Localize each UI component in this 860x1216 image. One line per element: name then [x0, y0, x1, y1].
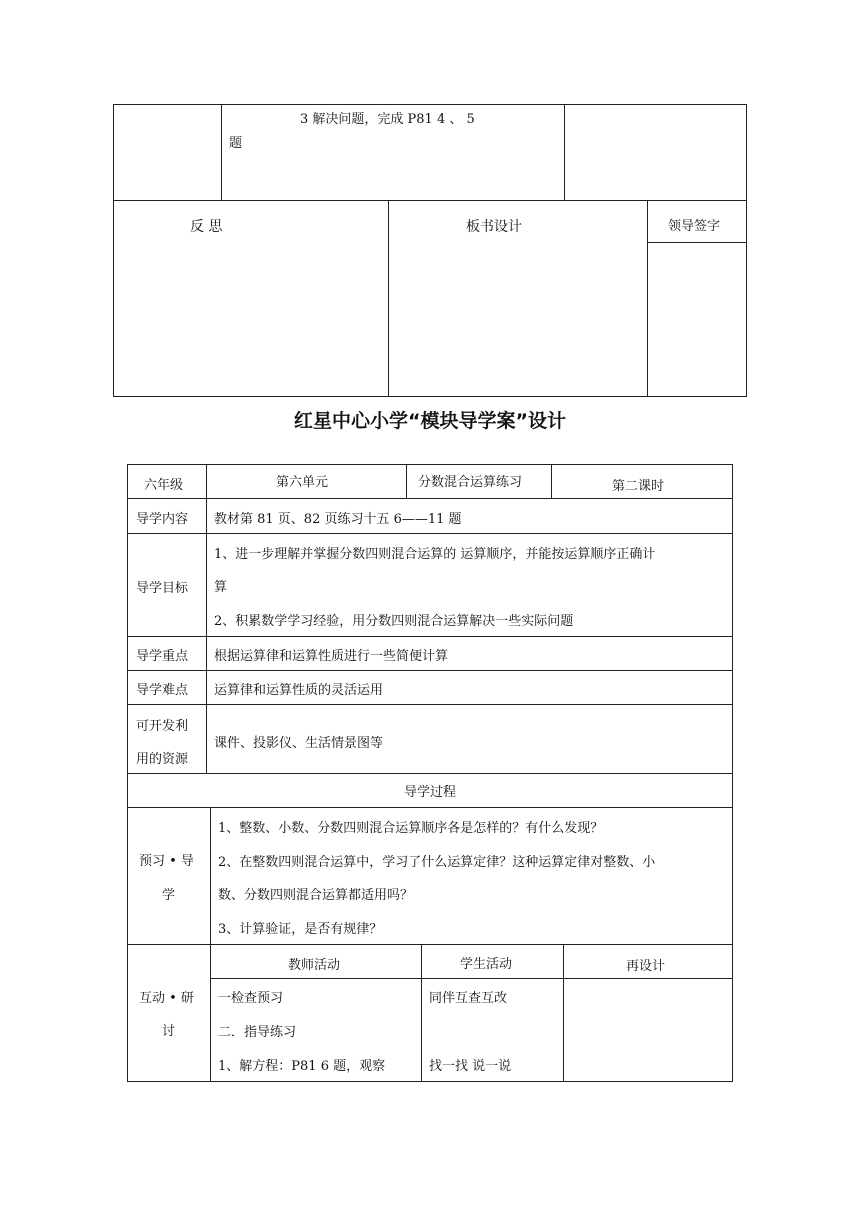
hline-after-resources: [127, 773, 733, 774]
vline-interact-1: [421, 944, 422, 1082]
vline-label-col: [206, 498, 207, 773]
preview-question-2: 2、在整数四则混合运算中，学习了什么运算定律？这种运算定律对整数、小: [218, 855, 656, 870]
top-table-divider: [113, 200, 747, 201]
teacher-step-1: 一检查预习: [218, 991, 284, 1006]
hline-after-goals: [127, 636, 733, 637]
hline-after-key: [127, 670, 733, 671]
preview-question-1: 1、整数、小数、分数四则混合运算顺序各是怎样的？有什么发现？: [218, 821, 604, 836]
vline-header-2: [406, 464, 407, 498]
topic-cell: 分数混合运算练习: [418, 475, 523, 490]
signature-divider: [647, 242, 747, 243]
key-label: 导学重点: [136, 649, 189, 664]
preview-question-2-wrap: 数、分数四则混合运算都适用吗？: [218, 888, 414, 903]
content-label: 导学内容: [136, 512, 189, 527]
resources-label-line-2: 用的资源: [136, 752, 189, 767]
document-title: 红星中心小学“模块导学案”设计: [294, 410, 566, 432]
hline-after-diff: [127, 704, 733, 705]
top-row1-vline-1: [221, 104, 222, 200]
goal-label: 导学目标: [136, 581, 189, 596]
key-value: 根据运算律和运算性质进行一些简便计算: [214, 649, 449, 664]
top-row1-vline-2: [564, 104, 565, 200]
top-row1-text: 3 解决问题，完成 P81 4 、 5: [300, 112, 475, 127]
preview-question-3: 3、计算验证，是否有规律？: [218, 922, 383, 937]
top-row2-vline-1: [388, 200, 389, 397]
vline-header-3: [551, 464, 552, 498]
top-row2-vline-2: [647, 200, 648, 397]
vline-label-col-2: [210, 807, 211, 1082]
preview-label-line-1: 预习 • 导: [139, 854, 194, 869]
teacher-step-3: 1、解方程：P81 6 题，观察: [218, 1059, 386, 1074]
hline-after-content: [127, 533, 733, 534]
board-design-heading: 板书设计: [466, 219, 522, 235]
hline-after-preview: [127, 944, 733, 945]
difficulty-label: 导学难点: [136, 683, 189, 698]
hline-after-process: [127, 807, 733, 808]
process-heading: 导学过程: [403, 785, 456, 800]
top-row1-text-wrap: 题: [229, 136, 243, 151]
hline-interact-head: [210, 978, 733, 979]
unit-cell: 第六单元: [276, 475, 329, 490]
resources-label-line-1: 可开发利: [136, 719, 189, 734]
vline-header-1: [206, 464, 207, 498]
teacher-step-2: 二．指导练习: [218, 1025, 297, 1040]
preview-label-line-2: 学: [162, 888, 176, 903]
grade-cell: 六年级: [144, 478, 184, 493]
redesign-heading: 再设计: [626, 959, 666, 974]
goal-line-1-wrap: 算: [214, 580, 228, 595]
reflection-heading: 反 思: [190, 219, 223, 235]
resources-value: 课件、投影仪、生活情景图等: [214, 736, 384, 751]
content-value: 教材第 81 页、82 页练习十五 6——11 题: [214, 512, 462, 527]
leader-signature-heading: 领导签字: [668, 219, 721, 234]
goal-line-1: 1、进一步理解并掌握分数四则混合运算的 运算顺序，并能按运算顺序正确计: [214, 547, 656, 562]
student-step-1: 同伴互查互改: [429, 991, 508, 1006]
top-table: [113, 104, 747, 397]
difficulty-value: 运算律和运算性质的灵活运用: [214, 683, 384, 698]
lesson-cell: 第二课时: [612, 479, 665, 494]
interact-label-line-2: 讨: [162, 1024, 176, 1039]
student-activity-heading: 学生活动: [460, 957, 513, 972]
vline-interact-2: [563, 944, 564, 1082]
teacher-activity-heading: 教师活动: [288, 958, 341, 973]
goal-line-2: 2、积累数学学习经验，用分数四则混合运算解决一些实际问题: [214, 614, 574, 629]
interact-label-line-1: 互动 • 研: [139, 991, 194, 1006]
hline-after-header: [127, 498, 733, 499]
student-step-2: 找一找 说一说: [429, 1059, 512, 1074]
